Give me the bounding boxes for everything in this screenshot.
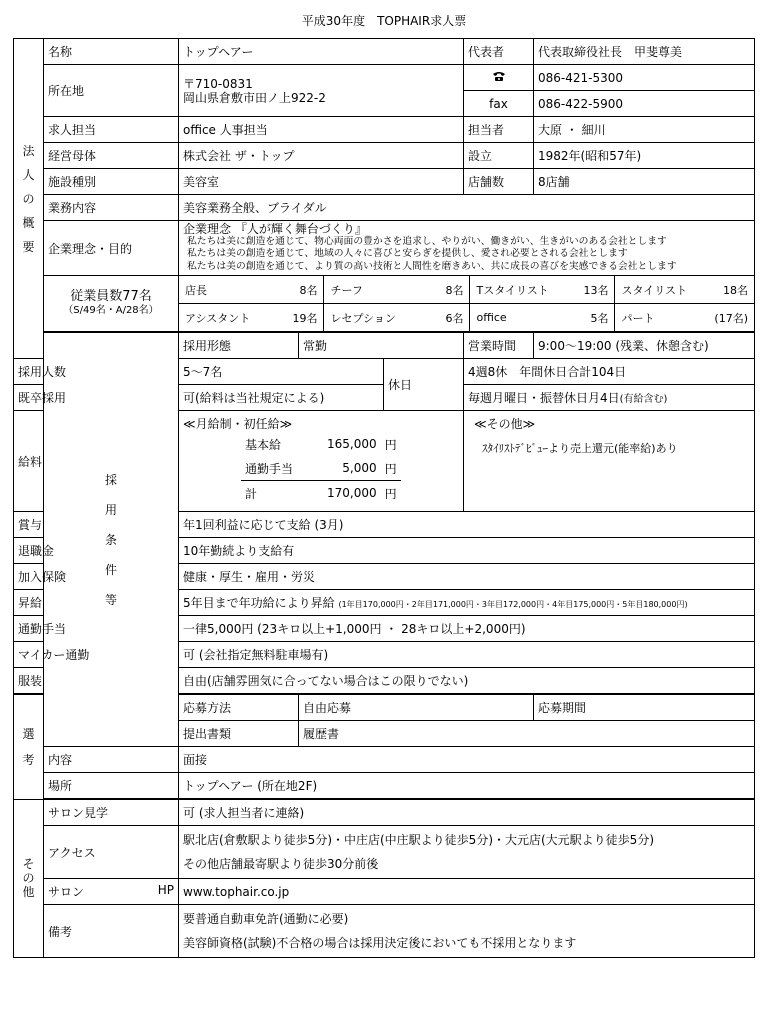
company-tel: 086-421-5300 xyxy=(534,65,755,91)
role-count: 8名 xyxy=(390,276,470,304)
salary-table xyxy=(241,432,401,505)
philosophy-line: 私たちは美の創造を通じて、地域の人々に喜びと安らぎを提供し、愛され必要とされる会社とします xyxy=(187,248,628,259)
label-car: マイカー通勤 xyxy=(14,642,44,668)
form-table xyxy=(13,38,755,958)
cond-holiday1: 4週8休 年間休日合計104日 xyxy=(464,359,755,385)
label-dress: 服装 xyxy=(14,668,44,695)
role-count: 19名 xyxy=(245,304,324,332)
salary-total-unit: 円 xyxy=(381,481,401,506)
label-bonus: 賞与 xyxy=(14,512,44,538)
label-raise: 昇給 xyxy=(14,590,44,616)
roles-table xyxy=(179,276,754,331)
philosophy-line: 私たちは美の創造を通じて、より質の高い技術と人間性を磨きあい、共に成長の喜びを実感できる会社とします xyxy=(187,260,677,272)
label-type: 採用形態 xyxy=(179,332,299,359)
label-hp xyxy=(44,879,179,905)
salary-item-amount: 165,000 xyxy=(327,437,377,451)
label-name xyxy=(44,39,179,65)
company-contact: office 人事担当 xyxy=(179,117,464,143)
cond-holiday2-note: (有給含む) xyxy=(619,394,668,405)
role-count: (17名) xyxy=(694,304,754,332)
salary-heading: ≪月給制・初任給≫ xyxy=(183,417,293,431)
salary-item-name: 基本給 xyxy=(245,437,282,452)
philosophy-line: 私たちは美に創造を通じて、物心両面の豊かさを追求し、やりがい、働きがい、生きがいのある会社とします xyxy=(187,235,667,247)
label-salary: 給料 xyxy=(14,411,44,512)
oth-visit: 可 (求人担当者に連絡) xyxy=(179,799,755,826)
salary-item-amount: 5,000 xyxy=(342,461,377,475)
company-name: トップヘアー xyxy=(179,39,464,65)
cond-insurance: 健康・厚生・雇用・労災 xyxy=(179,564,755,590)
employees-sub: （S/49名・A/28名） xyxy=(63,304,159,316)
salary-other-heading: ≪その他≫ xyxy=(474,417,536,431)
label-rep: 代表者 xyxy=(464,39,534,65)
cond-salary-other xyxy=(464,411,755,512)
cond-retire: 10年勤続より支給有 xyxy=(179,538,755,564)
oth-notes xyxy=(179,905,755,958)
cond-raise-cell xyxy=(179,590,755,616)
label-retire: 退職金 xyxy=(14,538,44,564)
section-selection-label: 選考 xyxy=(14,694,44,799)
oth-access xyxy=(179,826,755,879)
label-commute: 通勤手当 xyxy=(14,616,44,642)
role-count: 6名 xyxy=(390,304,470,332)
cond-grad: 可(給料は当社規定による) xyxy=(179,385,384,411)
role-name: パート xyxy=(615,304,694,332)
label-facility: 施設種別 xyxy=(44,169,179,195)
cond-hours: 9:00～19:00 (残業、休憩含む) xyxy=(534,332,755,359)
salary-item-unit: 円 xyxy=(384,461,397,476)
label-period: 応募期間 xyxy=(534,694,755,721)
label-employees xyxy=(44,276,179,333)
sel-content: 面接 xyxy=(179,747,755,773)
company-staff: 大原 ・ 細川 xyxy=(534,117,755,143)
oth-hp[interactable]: www.tophair.co.jp xyxy=(179,879,755,905)
label-philosophy: 企業理念・目的 xyxy=(44,221,179,276)
employees-label: 従業員数77名 xyxy=(70,288,152,304)
salary-total-amount: 170,000 xyxy=(297,481,381,506)
cond-dress: 自由(店舗雰囲気に合ってない場合はこの限りでない) xyxy=(179,668,755,695)
label-docs: 提出書類 xyxy=(179,721,299,747)
oth-access1: 駅北店(倉敷駅より徒歩5分)・中庄店(中庄駅より徒歩5分)・大元店(大元駅より徒歩5分) xyxy=(183,833,654,847)
label-visit: サロン見学 xyxy=(44,799,179,826)
company-parent: 株式会社 ザ・トップ xyxy=(179,143,464,169)
label-holiday: 休日 xyxy=(384,359,464,411)
label-hours: 営業時間 xyxy=(464,332,534,359)
employees-breakdown xyxy=(179,276,755,333)
form-title: 平成30年度 TOPHAIR求人票 xyxy=(301,14,467,28)
role-count: 18名 xyxy=(723,283,748,297)
label-notes: 備考 xyxy=(44,905,179,958)
role-count: 8名 xyxy=(245,276,324,304)
label-staff: 担当者 xyxy=(464,117,534,143)
section-company-label: 法人の概要 xyxy=(14,39,44,359)
company-stores: 8店舗 xyxy=(534,169,755,195)
oth-notes2: 美容師資格(試験)不合格の場合は採用決定後においても不採用となります xyxy=(183,936,577,950)
label-founded: 設立 xyxy=(464,143,534,169)
salary-item-unit: 円 xyxy=(384,437,397,452)
section-conditions-label: 採用条件等 xyxy=(44,332,179,747)
company-fax: 086-422-5900 xyxy=(534,91,755,117)
company-business: 美容業務全般、ブライダル xyxy=(179,195,755,221)
cond-holiday2-cell xyxy=(464,385,755,411)
role-name: office xyxy=(470,304,538,332)
company-postal: 〒710-0831 xyxy=(183,76,253,91)
label-name-text: 名称 xyxy=(48,45,73,59)
label-fax: fax xyxy=(464,91,534,117)
role-name: チーフ xyxy=(330,283,363,297)
role-count: 13名 xyxy=(538,276,615,304)
label-hp-text: サロン HP xyxy=(48,883,174,899)
role-count: 5名 xyxy=(538,304,615,332)
section-other-label: その他 xyxy=(14,799,44,958)
salary-other-text: ｽﾀｲﾘｽﾄﾃﾞﾋﾞｭｰより売上還元(能率給)あり xyxy=(482,442,678,455)
salary-total-name: 計 xyxy=(241,481,297,506)
label-grad: 既卒採用 xyxy=(14,385,44,411)
role-name: Tスタイリスト xyxy=(476,283,549,297)
oth-access2: その他店舗最寄駅より徒歩30分前後 xyxy=(183,857,379,871)
salary-item-name: 通勤手当 xyxy=(245,461,294,476)
cond-bonus: 年1回利益に応じて支給 (3月) xyxy=(179,512,755,538)
label-business: 業務内容 xyxy=(44,195,179,221)
sel-method: 自由応募 xyxy=(299,694,534,721)
cond-commute: 一律5,000円 (23キロ以上+1,000円 ・ 28キロ以上+2,000円) xyxy=(179,616,755,642)
oth-notes1: 要普通自動車免許(通勤に必要) xyxy=(183,912,349,926)
role-name: レセプション xyxy=(324,304,390,332)
role-name: スタイリスト xyxy=(621,283,688,297)
label-place: 場所 xyxy=(44,773,179,800)
role-name: 店長 xyxy=(185,283,207,297)
company-founded: 1982年(昭和57年) xyxy=(534,143,755,169)
cond-raise: 5年目まで年功給により昇給 xyxy=(183,596,335,610)
label-address: 所在地 xyxy=(44,65,179,117)
cond-type: 常勤 xyxy=(299,332,464,359)
cond-hires: 5～7名 xyxy=(179,359,384,385)
cond-raise-note: (1年目170,000円・2年目171,000円・3年目172,000円・4年目175,000円・5年目180,000円) xyxy=(338,600,688,609)
label-content: 内容 xyxy=(44,747,179,773)
label-insurance: 加入保険 xyxy=(14,564,44,590)
cond-salary xyxy=(179,411,464,512)
sel-place: トップヘアー (所在地2F) xyxy=(179,773,755,800)
label-method: 応募方法 xyxy=(179,694,299,721)
company-rep: 代表取締役社長 甲斐尊美 xyxy=(534,39,755,65)
label-hires: 採用人数 xyxy=(14,359,44,385)
company-address-cell xyxy=(179,65,464,117)
company-facility: 美容室 xyxy=(179,169,464,195)
label-access: アクセス xyxy=(44,826,179,879)
label-parent: 経営母体 xyxy=(44,143,179,169)
philosophy-heading: 企業理念 『人が輝く舞台づくり』 xyxy=(183,222,367,236)
phone-icon xyxy=(464,65,534,91)
label-contact: 求人担当 xyxy=(44,117,179,143)
company-address: 岡山県倉敷市田ノ上922-2 xyxy=(183,90,326,105)
role-name: アシスタント xyxy=(179,304,245,332)
cond-car: 可 (会社指定無料駐車場有) xyxy=(179,642,755,668)
cond-holiday2: 毎週月曜日・振替休日月4日 xyxy=(468,391,620,405)
sel-docs: 履歴書 xyxy=(299,721,755,747)
company-philosophy xyxy=(179,221,755,276)
label-stores: 店舗数 xyxy=(464,169,534,195)
